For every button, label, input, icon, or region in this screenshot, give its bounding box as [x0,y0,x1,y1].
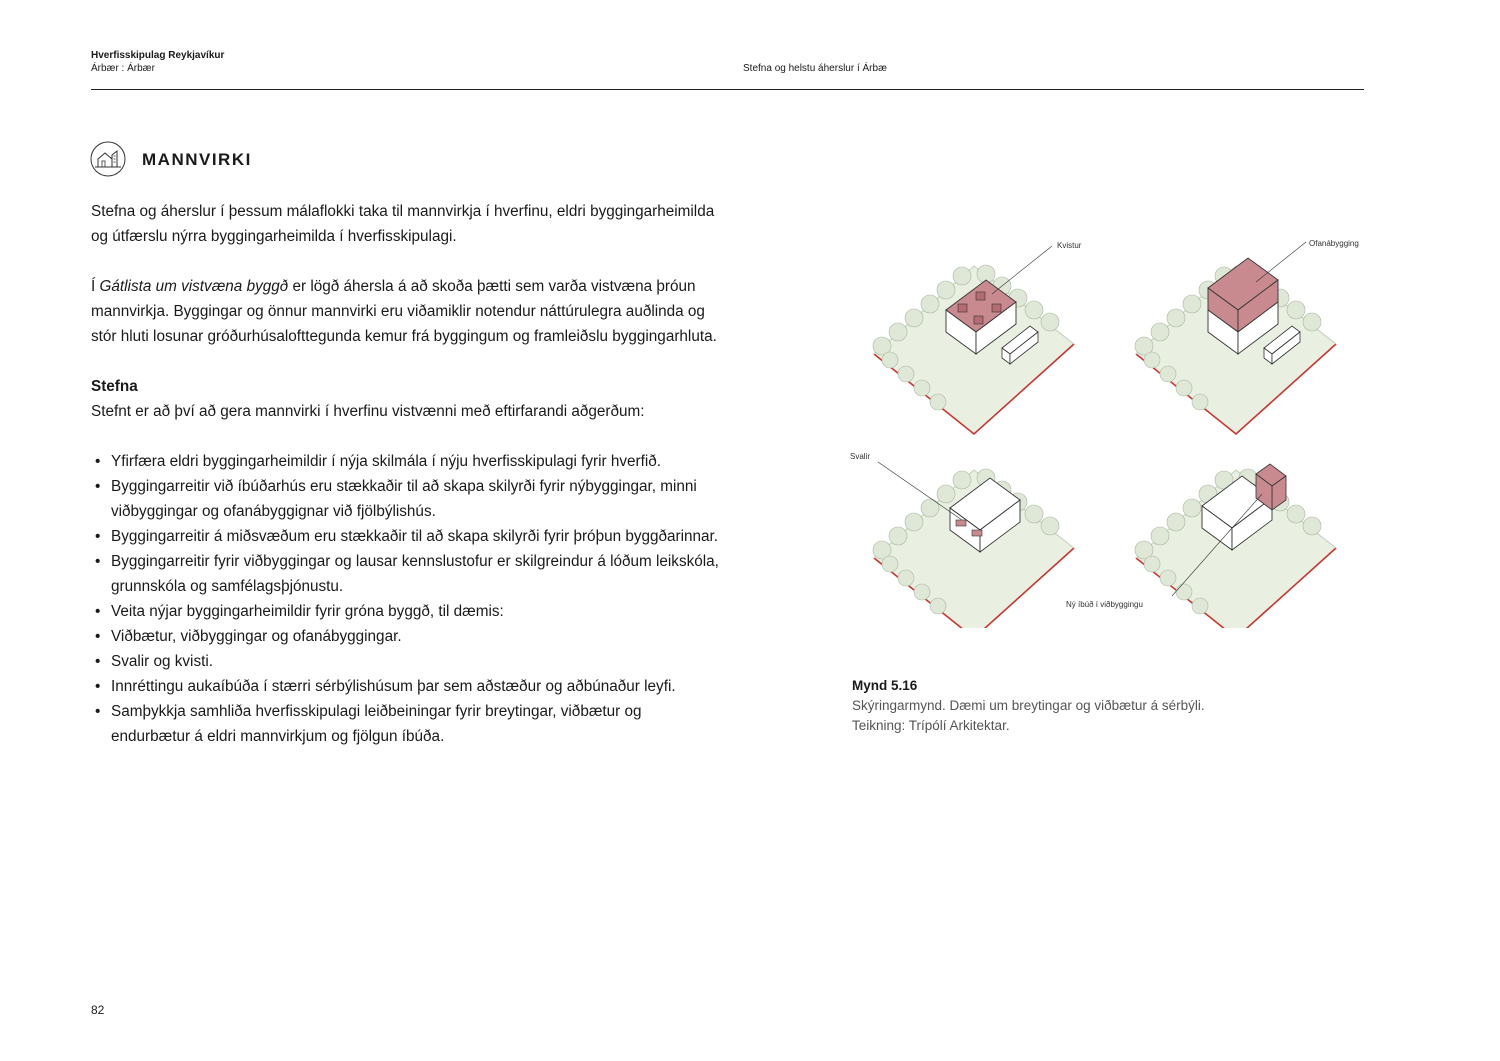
caption-credit: Teikning: Trípólí Arkitektar. [852,718,1010,733]
caption-number: Mynd 5.16 [852,678,918,693]
header-title: Hverfisskipulag Reykjavíkur [91,50,225,61]
diagram-ofanabygging [1135,242,1336,434]
policy-list [91,449,721,749]
diagram-ny-ibud [1135,464,1336,628]
list-item: • Viðbætur, viðbyggingar og ofanábyggingar. [91,624,721,649]
label-ofanabygging: Ofanábygging [1309,239,1359,248]
stefna-text: Stefnt er að því að gera mannvirki í hverfinu vistvænni með eftirfarandi aðgerðum: [91,403,645,420]
checklist-paragraph [91,274,721,349]
header-subtitle: Árbær : Árbær [91,63,155,74]
list-item: • Yfirfæra eldri byggingarheimildir í nýja skilmála í nýju hverfisskipulagi fyrir hverfið. [91,449,721,474]
list-item: • Veita nýjar byggingarheimildir fyrir gróna byggð, til dæmis: [91,599,721,624]
body-text [91,199,721,749]
section-title: MANNVIRKI [142,150,252,169]
building-icon [90,141,126,177]
axonometric-figure [848,228,1368,628]
list-item: • Innréttingu aukaíbúða í stærri sérbýlishúsum þar sem aðstæður og aðbúnaður leyfi. [91,674,721,699]
figure-caption [852,676,1205,736]
stefna-heading: Stefna [91,378,138,395]
intro-paragraph: Stefna og áherslur í þessum málaflokki taka til mannvirkja í hverfinu, eldri byggingarheimilda og útfærslu nýrra byggingarheimilda í hverfisskipulagi. [91,203,715,245]
label-kvistur: Kvistur [1057,241,1082,250]
list-item: • Byggingarreitir á miðsvæðum eru stækkaðir til að skapa skilyrði fyrir þróþun byggðarinnar. [91,524,721,549]
list-item: • Svalir og kvisti. [91,649,721,674]
list-item: • Byggingarreitir við íbúðarhús eru stækkaðir til að skapa skilyrði fyrir nýbyggingar, minni viðbyggingar og ofanábyggignar við fjölbýlishús. [91,474,721,524]
label-ny-ibud: Ný íbúð í viðbyggingu [1066,600,1143,609]
checklist-title: Gátlista um vistvæna byggð [99,278,289,295]
diagram-kvistur [873,246,1074,434]
p2-prefix: Í [91,278,100,295]
header-divider [91,89,1364,90]
page-number: 82 [91,1003,105,1017]
caption-description: Skýringarmynd. Dæmi um breytingar og viðbætur á sérbýli. [852,698,1205,713]
p2-rest: er lögð áhersla á að skoða þætti sem varða vistvæna þróun mannvirkja. Byggingar og önnur mannvirki eru viðamiklir notendur náttúrulegra auðlinda og stór hluti losunar gróðurhúsalofttegunda kemur frá byggingum og framleiðslu byggingarhluta. [91,278,717,345]
label-svalir: Svalir [850,452,871,461]
diagram-svalir [873,462,1074,628]
header-section-title: Stefna og helstu áherslur í Árbæ [743,63,887,74]
list-item: • Samþykkja samhliða hverfisskipulagi leiðbeiningar fyrir breytingar, viðbætur og endurbætur á eldri mannvirkjum og fjölgun íbúða. [91,699,721,749]
list-item: • Byggingarreitir fyrir viðbyggingar og lausar kennslustofur er skilgreindur á lóðum leikskóla, grunnskóla og samfélagsþjónustu. [91,549,721,599]
